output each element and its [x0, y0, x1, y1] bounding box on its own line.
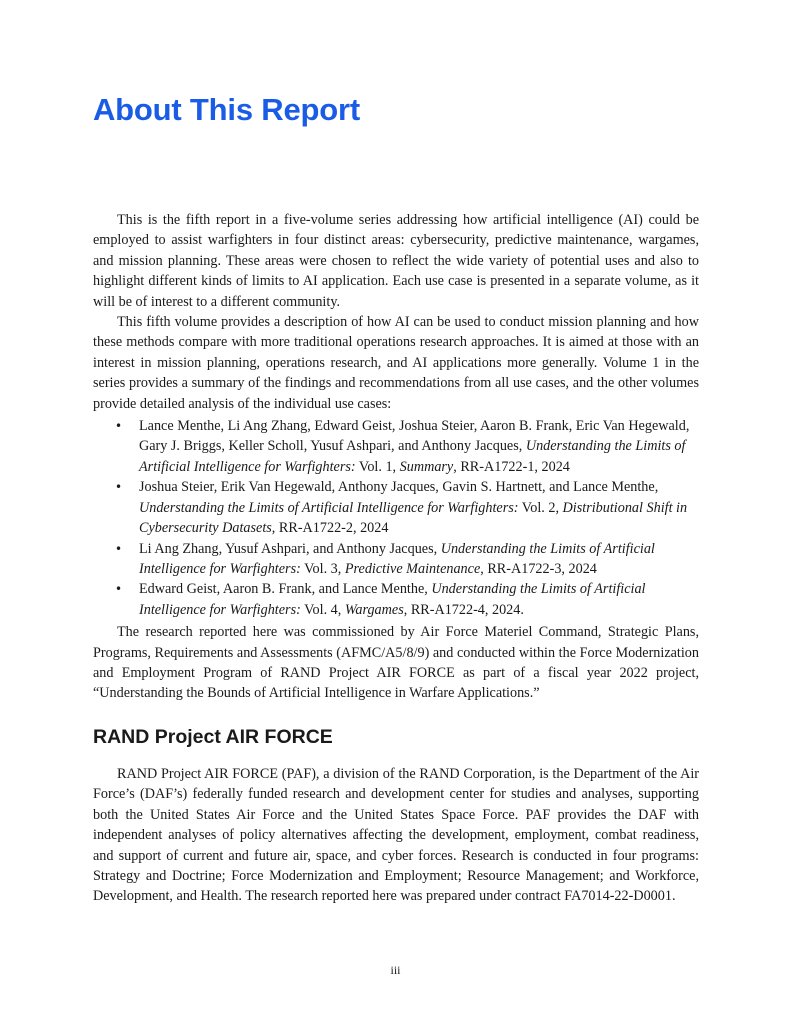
reference-item	[93, 579, 699, 620]
reference-volume: Vol. 2,	[518, 499, 563, 516]
page-number: iii	[390, 963, 401, 977]
reference-series-title: Understanding the Limits of Artificial Intelligence for Warfighters:	[139, 540, 655, 577]
reference-item	[93, 477, 699, 538]
reference-number: , RR-A1722-1, 2024	[453, 458, 570, 475]
reference-authors: Li Ang Zhang, Yusuf Ashpari, and Anthony Jacques,	[139, 540, 441, 557]
bullet-icon: •	[115, 480, 123, 495]
reference-number: , RR-A1722-3, 2024	[480, 560, 597, 577]
reference-number: , RR-A1722-4, 2024.	[403, 601, 524, 618]
intro-section	[93, 210, 699, 704]
reference-authors: Edward Geist, Aaron B. Frank, and Lance Menthe,	[139, 581, 432, 598]
section-heading-paf: RAND Project AIR FORCE	[93, 726, 333, 748]
reference-number: , RR-A1722-2, 2024	[271, 520, 389, 537]
bullet-icon: •	[115, 541, 123, 556]
reference-subtitle: Predictive Maintenance	[344, 560, 481, 577]
commission-paragraph: The research reported here was commissioned by Air Force Materiel Command, Strategic Plans, Programs, Requirements and Assessments (AFMC/A5/8/9) and conducted within the Force Modernization and Employment Program of RAND Project AIR FORCE as part of a fiscal year 2022 project, “Understanding the Bounds of Artificial Intelligence in Warfare Applications.”	[93, 624, 699, 702]
reference-authors: Joshua Steier, Erik Van Hegewald, Anthony Jacques, Gavin S. Hartnett, and Lance Menthe,	[139, 479, 659, 496]
bullet-icon: •	[115, 582, 123, 597]
reference-volume: Vol. 3,	[300, 560, 345, 577]
page-title: About This Report	[93, 92, 360, 127]
reference-subtitle: Summary	[399, 458, 454, 475]
reference-authors: Lance Menthe, Li Ang Zhang, Edward Geist, Joshua Steier, Aaron B. Frank, Eric Van Hegewald, Gary J. Briggs, Keller Scholl, Yusuf Ashpari, and Anthony Jacques,	[139, 418, 690, 455]
bullet-icon: •	[115, 419, 123, 434]
reference-list	[93, 416, 699, 620]
intro-paragraph-2: This fifth volume provides a description of how AI can be used to conduct mission planning and how these methods compare with more traditional operations research approaches. It is aimed at those with an interest in mission planning, operations research, and AI applications more generally. Volume 1 in the series provides a summary of the findings and recommendations from all use cases, and the other volumes provide detailed analysis of the individual use cases:	[93, 314, 699, 412]
reference-subtitle: Wargames	[344, 601, 404, 618]
paf-section	[93, 764, 699, 907]
reference-item	[93, 539, 699, 580]
reference-volume: Vol. 4,	[300, 601, 345, 618]
reference-volume: Vol. 1,	[355, 458, 400, 475]
reference-series-title: Understanding the Limits of Artificial Intelligence for Warfighters:	[139, 581, 646, 618]
intro-paragraph-1: This is the fifth report in a five-volume series addressing how artificial intelligence (AI) could be employed to assist warfighters in four distinct areas: cybersecurity, predictive maintenance, wargames, and mission planning. These areas were chosen to reflect the wide variety of potential uses and also to highlight different kinds of limits to AI application. Each use case is presented in a separate volume, as it will be of interest to a different community.	[93, 212, 699, 310]
reference-item	[93, 416, 699, 477]
reference-subtitle: Distributional Shift in Cybersecurity Datasets	[139, 499, 688, 537]
paf-paragraph: RAND Project AIR FORCE (PAF), a division of the RAND Corporation, is the Department of the Air Force’s (DAF’s) federally funded research and development center for studies and analyses, supporting both the United States Air Force and the United States Space Force. PAF provides the DAF with independent analyses of policy alternatives affecting the development, employment, combat readiness, and support of current and future air, space, and cyber forces. Research is conducted in four programs: Strategy and Doctrine; Force Modernization and Employment; Resource Management; and Workforce, Development, and Health. The research reported here was prepared under contract FA7014-22-D0001.	[93, 766, 699, 905]
reference-series-title: Understanding the Limits of Artificial Intelligence for Warfighters:	[139, 438, 686, 475]
reference-series-title: Understanding the Limits of Artificial Intelligence for Warfighters:	[139, 499, 519, 516]
